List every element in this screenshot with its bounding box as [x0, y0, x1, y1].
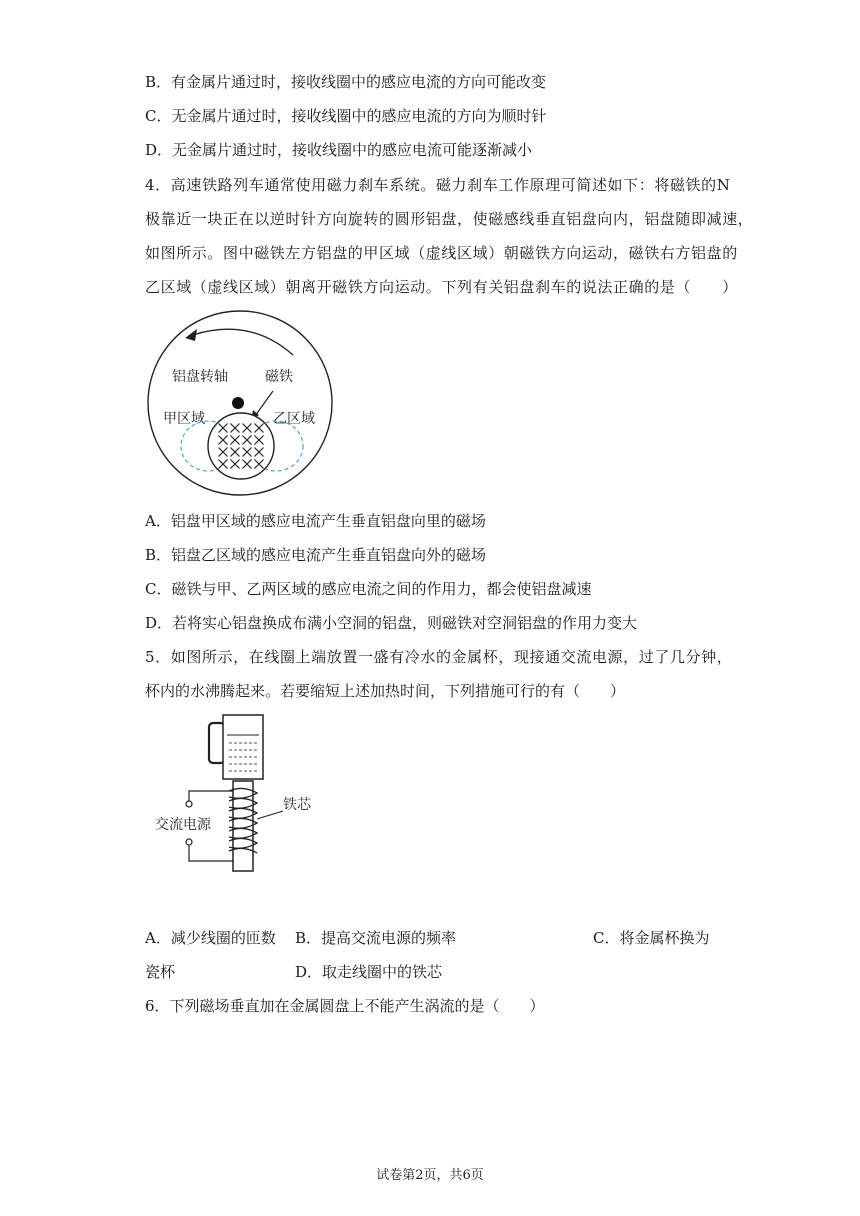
q4-stem-line-1: 4．高速铁路列车通常使用磁力刹车系统。磁力刹车工作原理可简述如下：将磁铁的N [145, 176, 731, 194]
region-a-label: 甲区域 [163, 411, 205, 427]
axis-label: 铝盘转轴 [172, 369, 228, 385]
q5-option-a: A．减少线圈的匝数 [145, 929, 276, 947]
page-footer: 试卷第2页，共6页 [376, 1168, 484, 1183]
region-b-label: 乙区域 [273, 411, 315, 427]
q3-option-d: D．无金属片通过时，接收线圈中的感应电流可能逐渐减小 [145, 141, 533, 159]
core-label: 铁芯 [283, 797, 311, 813]
q5-stem-line-2: 杯内的水沸腾起来。若要缩短上述加热时间，下列措施可行的有（ ） [145, 682, 626, 700]
q5-stem-line-1: 5．如图所示，在线圈上端放置一盛有冷水的金属杯，现接通交流电源，过了几分钟， [145, 648, 733, 666]
q6-stem: 6．下列磁场垂直加在金属圆盘上不能产生涡流的是（ ） [145, 997, 545, 1015]
q4-stem-line-2: 极靠近一块正在以逆时针方向旋转的圆形铝盘，使磁感线垂直铝盘向内，铝盘随即减速， [145, 210, 754, 228]
metal-cup [223, 715, 263, 779]
q5-option-c: C．将金属杯换为 [593, 929, 710, 947]
q4-option-d: D．若将实心铝盘换成布满小空洞的铝盘，则磁铁对空洞铝盘的作用力变大 [145, 614, 638, 632]
q5-option-d: D．取走线圈中的铁芯 [295, 963, 443, 981]
q5-coil-figure [145, 713, 345, 878]
q4-disk-figure [145, 305, 345, 500]
magnet-label: 磁铁 [265, 369, 293, 385]
q5-option-c-cont: 瓷杯 [145, 963, 176, 981]
q3-option-c: C．无金属片通过时，接收线圈中的感应电流的方向为顺时针 [145, 107, 547, 125]
q4-option-b: B．铝盘乙区域的感应电流产生垂直铝盘向外的磁场 [145, 546, 487, 564]
q4-option-c: C．磁铁与甲、乙两区域的感应电流之间的作用力，都会使铝盘减速 [145, 580, 592, 598]
source-label: 交流电源 [155, 817, 211, 833]
magnet-circle [208, 413, 274, 479]
q5-option-b: B．提高交流电源的频率 [295, 929, 457, 947]
q4-stem-line-3: 如图所示。图中磁铁左方铝盘的甲区域（虚线区域）朝磁铁方向运动，磁铁右方铝盘的 [145, 244, 738, 262]
q4-stem-line-4: 乙区域（虚线区域）朝离开磁铁方向运动。下列有关铝盘刹车的说法正确的是（ ） [145, 278, 738, 296]
q4-option-a: A．铝盘甲区域的感应电流产生垂直铝盘向里的磁场 [145, 512, 486, 530]
q3-option-b: B．有金属片通过时，接收线圈中的感应电流的方向可能改变 [145, 73, 547, 91]
